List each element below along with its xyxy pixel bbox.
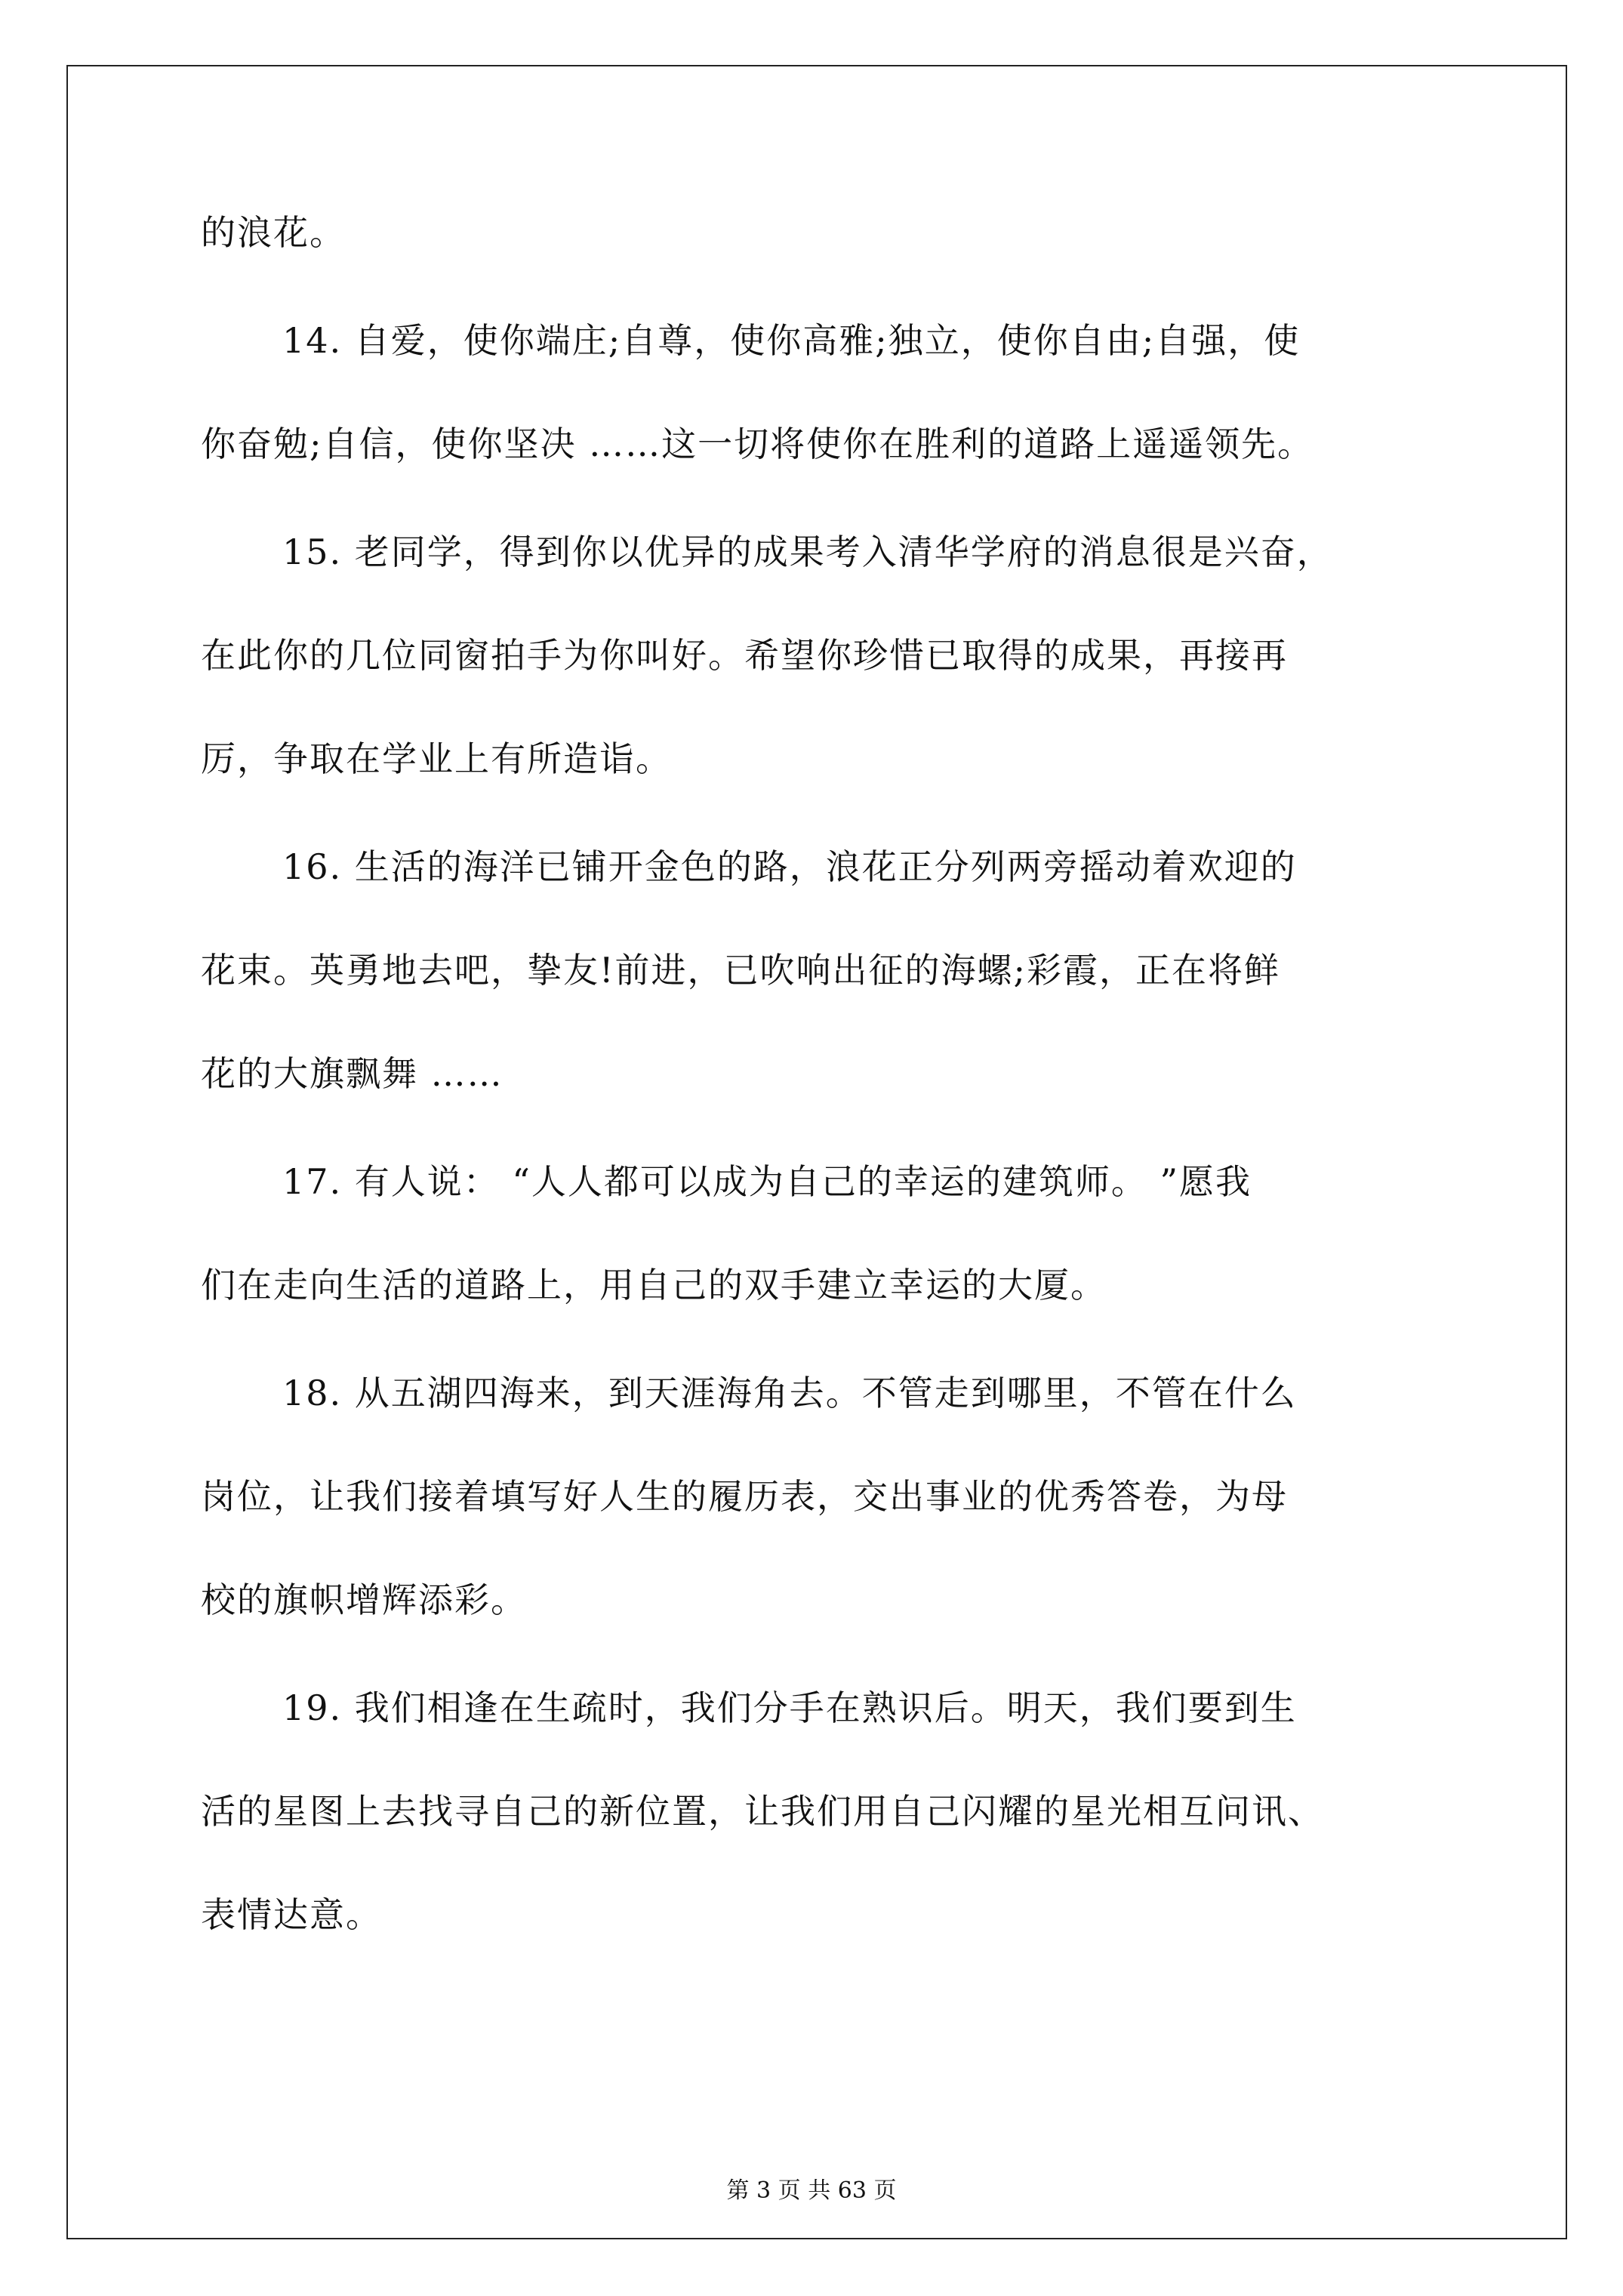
text-line: 花束。英勇地去吧，挚友!前进，已吹响出征的海螺;彩霞，正在将鲜 (201, 950, 1280, 991)
text-line: 14. 自爱，使你端庄;自尊，使你高雅;独立，使你自由;自强，使 (282, 320, 1301, 361)
text-line: 岗位，让我们接着填写好人生的履历表，交出事业的优秀答卷，为母 (201, 1476, 1288, 1517)
text-line: 表情达意。 (201, 1894, 382, 1935)
paragraph-14 (201, 289, 1439, 496)
document-body (201, 181, 1439, 1971)
text-line: 在此你的几位同窗拍手为你叫好。希望你珍惜已取得的成果，再接再 (201, 635, 1288, 676)
text-line: 活的星图上去找寻自己的新位置，让我们用自己闪耀的星光相互问讯、 (201, 1791, 1324, 1832)
text-line: 17. 有人说： “人人都可以成为自己的幸运的建筑师。 ”愿我 (282, 1161, 1252, 1202)
paragraph-continuation (201, 181, 1439, 285)
text-line: 你奋勉;自信，使你坚决 ……这一切将使你在胜利的道路上遥遥领先。 (201, 424, 1314, 464)
text-line: 花的大旗飘舞 …… (201, 1053, 504, 1094)
text-line: 校的旗帜增辉添彩。 (201, 1579, 527, 1620)
paragraph-19 (201, 1657, 1439, 1967)
text-line: 15. 老同学，得到你以优异的成果考入清华学府的消息很是兴奋， (282, 532, 1333, 572)
text-line: 的浪花。 (201, 212, 346, 253)
paragraph-18 (201, 1342, 1439, 1652)
text-line: 19. 我们相逢在生疏时，我们分手在熟识后。明天，我们要到生 (282, 1687, 1297, 1728)
text-line: 们在走向生活的道路上，用自己的双手建立幸运的大厦。 (201, 1265, 1107, 1305)
paragraph-16 (201, 815, 1439, 1126)
text-line: 18. 从五湖四海来，到天涯海角去。不管走到哪里，不管在什么 (282, 1373, 1297, 1413)
paragraph-17 (201, 1130, 1439, 1337)
paragraph-15 (201, 501, 1439, 811)
text-line: 16. 生活的海洋已铺开金色的路，浪花正分列两旁摇动着欢迎的 (282, 846, 1297, 887)
page-number: 第 3 页 共 63 页 (726, 2177, 897, 2204)
text-line: 厉，争取在学业上有所造诣。 (201, 738, 672, 779)
